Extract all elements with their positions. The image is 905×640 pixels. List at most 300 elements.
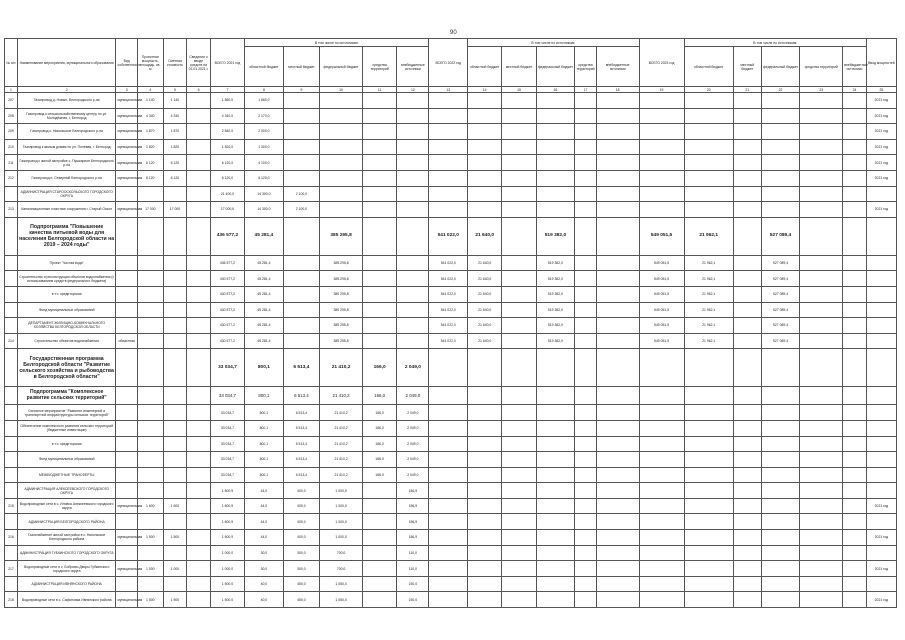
value-cell-c8: 44,0 <box>245 530 284 546</box>
value-cell-c5 <box>163 217 187 255</box>
value-cell-c6 <box>187 155 211 171</box>
column-number: 8 <box>245 87 284 93</box>
value-cell-c16 <box>536 452 575 468</box>
value-cell-c15 <box>502 217 536 255</box>
commission-year-cell <box>866 467 896 483</box>
value-cell-c9 <box>283 318 319 334</box>
value-cell-c11 <box>363 202 397 218</box>
row-name-cell: Канализационные очистные сооружения г. Старый Оскол <box>17 202 116 218</box>
value-cell-c11 <box>363 124 397 140</box>
value-cell-c18 <box>596 405 639 421</box>
value-cell-c19: 549 051,5 <box>639 302 684 318</box>
value-cell-c9 <box>283 93 319 109</box>
table-row <box>5 405 897 421</box>
table-row <box>5 420 897 436</box>
value-cell-c8: 44,0 <box>245 514 284 530</box>
ownership-cell <box>116 318 137 334</box>
value-cell-c12 <box>397 333 429 349</box>
value-cell-c11: 166,0 <box>363 387 397 405</box>
value-cell-c19 <box>639 576 684 592</box>
value-cell-c7: 6 120,0 <box>210 170 244 186</box>
value-cell-c9: 2 100,0 <box>283 186 319 202</box>
row-name-cell: АДМИНИСТРАЦИЯ ИВНЯНСКОГО РАЙОНА <box>17 576 116 592</box>
value-cell-c10 <box>320 139 363 155</box>
value-cell-c19 <box>639 498 684 514</box>
value-cell-c23 <box>800 467 843 483</box>
value-cell-c15 <box>502 271 536 287</box>
value-cell-c5 <box>163 255 187 271</box>
value-cell-c23 <box>800 420 843 436</box>
value-cell-c22 <box>761 436 800 452</box>
value-cell-c10: 21 410,2 <box>320 405 363 421</box>
value-cell-c14: 21 640,0 <box>468 271 502 287</box>
value-cell-c16 <box>536 124 575 140</box>
value-cell-c19 <box>639 186 684 202</box>
value-cell-c12: 2 049,0 <box>397 349 429 387</box>
row-name-cell: Газопровод к жилым домам по ул. Полевая, г. Белгород <box>17 139 116 155</box>
row-name-cell: Водопроводные сети в с. Бобровы Дворы Губкинского городского округа <box>17 561 116 577</box>
value-cell-c14 <box>468 561 502 577</box>
value-cell-c10: 21 410,2 <box>320 467 363 483</box>
value-cell-c8: 800,1 <box>245 387 284 405</box>
ownership-cell <box>116 349 137 387</box>
value-cell-c17 <box>575 186 596 202</box>
header-c21: местный бюджет <box>733 47 761 87</box>
table-row <box>5 349 897 387</box>
value-cell-c5 <box>163 186 187 202</box>
column-number: 17 <box>575 87 596 93</box>
value-cell-c20 <box>684 483 733 499</box>
value-cell-c10 <box>320 124 363 140</box>
column-number: 14 <box>468 87 502 93</box>
value-cell-c10: 1 050,0 <box>320 592 363 608</box>
table-row <box>5 108 897 124</box>
commission-year-cell: 2021 год <box>866 498 896 514</box>
value-cell-c10 <box>320 186 363 202</box>
value-cell-c14 <box>468 170 502 186</box>
value-cell-c8: 44,0 <box>245 483 284 499</box>
table-row <box>5 186 897 202</box>
value-cell-c4 <box>137 286 163 302</box>
value-cell-c19 <box>639 514 684 530</box>
value-cell-c4 <box>137 255 163 271</box>
value-cell-c6 <box>187 318 211 334</box>
value-cell-c17 <box>575 514 596 530</box>
value-cell-c19 <box>639 139 684 155</box>
value-cell-c8: 30,0 <box>245 561 284 577</box>
value-cell-c24 <box>843 255 867 271</box>
column-number: 22 <box>761 87 800 93</box>
value-cell-c15 <box>502 255 536 271</box>
value-cell-c17 <box>575 349 596 387</box>
header-group-2021: В том числе по источникам: <box>245 39 429 47</box>
value-cell-c4: 1 870 <box>137 124 163 140</box>
header-c10: федеральный бюджет <box>320 47 363 87</box>
value-cell-c14 <box>468 93 502 109</box>
table-row <box>5 202 897 218</box>
value-cell-c13: 541 022,0 <box>429 255 468 271</box>
row-name-cell: в т.ч. кредиторская <box>17 286 116 302</box>
value-cell-c5: 1 870 <box>163 124 187 140</box>
value-cell-c20 <box>684 576 733 592</box>
value-cell-c11: 166,0 <box>363 467 397 483</box>
value-cell-c18 <box>596 545 639 561</box>
value-cell-c17 <box>575 155 596 171</box>
value-cell-c17 <box>575 286 596 302</box>
value-cell-c6 <box>187 576 211 592</box>
value-cell-c21 <box>733 387 761 405</box>
value-cell-c15 <box>502 286 536 302</box>
value-cell-c17 <box>575 108 596 124</box>
value-cell-c7: 4 340,0 <box>210 108 244 124</box>
row-index-cell <box>5 467 18 483</box>
header-c1: № п/п <box>5 39 18 87</box>
value-cell-c18 <box>596 124 639 140</box>
value-cell-c16 <box>536 155 575 171</box>
value-cell-c6 <box>187 592 211 608</box>
value-cell-c8: 800,1 <box>245 405 284 421</box>
ownership-cell: муниципальная <box>116 498 137 514</box>
value-cell-c6 <box>187 514 211 530</box>
value-cell-c20 <box>684 561 733 577</box>
value-cell-c4 <box>137 302 163 318</box>
table-body <box>5 93 897 608</box>
value-cell-c13: 541 022,0 <box>429 217 468 255</box>
value-cell-c10: 21 410,2 <box>320 387 363 405</box>
commission-year-cell <box>866 452 896 468</box>
value-cell-c19: 549 051,5 <box>639 255 684 271</box>
ownership-cell <box>116 514 137 530</box>
row-index-cell: 208 <box>5 108 18 124</box>
value-cell-c24 <box>843 302 867 318</box>
value-cell-c21 <box>733 124 761 140</box>
value-cell-c16 <box>536 93 575 109</box>
value-cell-c16: 519 382,0 <box>536 217 575 255</box>
value-cell-c18 <box>596 318 639 334</box>
value-cell-c21 <box>733 155 761 171</box>
value-cell-c14 <box>468 186 502 202</box>
value-cell-c15 <box>502 452 536 468</box>
value-cell-c22 <box>761 186 800 202</box>
value-cell-c24 <box>843 545 867 561</box>
value-cell-c13 <box>429 514 468 530</box>
value-cell-c22 <box>761 576 800 592</box>
value-cell-c21 <box>733 302 761 318</box>
value-cell-c11 <box>363 286 397 302</box>
value-cell-c17 <box>575 217 596 255</box>
value-cell-c23 <box>800 217 843 255</box>
value-cell-c4: 4 340 <box>137 108 163 124</box>
value-cell-c20 <box>684 498 733 514</box>
value-cell-c9 <box>283 333 319 349</box>
value-cell-c18 <box>596 286 639 302</box>
ownership-cell: муниципальная <box>116 93 137 109</box>
row-name-cell: Газоснабжение жилой застройки в с. Никольское Белгородского района <box>17 530 116 546</box>
value-cell-c18 <box>596 217 639 255</box>
value-cell-c4 <box>137 545 163 561</box>
value-cell-c23 <box>800 124 843 140</box>
value-cell-c23 <box>800 436 843 452</box>
value-cell-c24 <box>843 467 867 483</box>
value-cell-c19 <box>639 452 684 468</box>
value-cell-c4 <box>137 514 163 530</box>
column-number: 12 <box>397 87 429 93</box>
value-cell-c12: 150,0 <box>397 592 429 608</box>
value-cell-c17 <box>575 139 596 155</box>
value-cell-c19 <box>639 124 684 140</box>
value-cell-c7: 430 577,2 <box>210 333 244 349</box>
value-cell-c15 <box>502 592 536 608</box>
value-cell-c12 <box>397 255 429 271</box>
value-cell-c12: 2 049,0 <box>397 387 429 405</box>
value-cell-c10: 385 295,8 <box>320 318 363 334</box>
value-cell-c8: 1 860,0 <box>245 93 284 109</box>
ownership-cell: областная <box>116 333 137 349</box>
row-name-cell: Подпрограмма "Комплексное развитие сельских территорий" <box>17 387 116 405</box>
row-index-cell <box>5 302 18 318</box>
value-cell-c15 <box>502 108 536 124</box>
value-cell-c14 <box>468 155 502 171</box>
value-cell-c22 <box>761 420 800 436</box>
value-cell-c6 <box>187 124 211 140</box>
value-cell-c5 <box>163 514 187 530</box>
value-cell-c22 <box>761 561 800 577</box>
value-cell-c7: 1 860,0 <box>210 93 244 109</box>
value-cell-c24 <box>843 286 867 302</box>
value-cell-c21 <box>733 561 761 577</box>
value-cell-c23 <box>800 514 843 530</box>
value-cell-c15 <box>502 467 536 483</box>
value-cell-c14 <box>468 349 502 387</box>
header-c11: средства территорий <box>363 47 397 87</box>
value-cell-c7: 1 500,0 <box>210 576 244 592</box>
value-cell-c4: 1 140 <box>137 93 163 109</box>
value-cell-c17 <box>575 545 596 561</box>
header-group-2023: В том числе по источникам: <box>684 39 866 47</box>
value-cell-c4: 6 120 <box>137 170 163 186</box>
value-cell-c19: 549 051,5 <box>639 318 684 334</box>
value-cell-c21 <box>733 217 761 255</box>
value-cell-c6 <box>187 302 211 318</box>
value-cell-c15 <box>502 93 536 109</box>
value-cell-c24 <box>843 561 867 577</box>
value-cell-c19 <box>639 545 684 561</box>
commission-year-cell <box>866 349 896 387</box>
value-cell-c16 <box>536 592 575 608</box>
value-cell-c5 <box>163 483 187 499</box>
value-cell-c4 <box>137 576 163 592</box>
value-cell-c22: 527 089,4 <box>761 286 800 302</box>
value-cell-c13 <box>429 420 468 436</box>
value-cell-c20: 21 962,1 <box>684 217 733 255</box>
header-c16: федеральный бюджет <box>536 47 575 87</box>
column-number: 2 <box>17 87 116 93</box>
value-cell-c9 <box>283 155 319 171</box>
value-cell-c13: 541 022,0 <box>429 302 468 318</box>
value-cell-c14 <box>468 405 502 421</box>
row-index-cell <box>5 186 18 202</box>
value-cell-c5 <box>163 318 187 334</box>
value-cell-c9: 450,0 <box>283 576 319 592</box>
value-cell-c18 <box>596 139 639 155</box>
value-cell-c18 <box>596 452 639 468</box>
value-cell-c24 <box>843 202 867 218</box>
value-cell-c14 <box>468 387 502 405</box>
value-cell-c7: 6 120,0 <box>210 155 244 171</box>
value-cell-c20 <box>684 436 733 452</box>
table-row <box>5 387 897 405</box>
row-index-cell <box>5 318 18 334</box>
value-cell-c24 <box>843 93 867 109</box>
value-cell-c17 <box>575 561 596 577</box>
value-cell-c16 <box>536 436 575 452</box>
value-cell-c14 <box>468 420 502 436</box>
value-cell-c4 <box>137 318 163 334</box>
table-row <box>5 561 897 577</box>
column-number: 19 <box>639 87 684 93</box>
commission-year-cell <box>866 405 896 421</box>
column-number: 23 <box>800 87 843 93</box>
row-index-cell: 210 <box>5 139 18 155</box>
value-cell-c18 <box>596 170 639 186</box>
commission-year-cell <box>866 286 896 302</box>
value-cell-c17 <box>575 170 596 186</box>
value-cell-c17 <box>575 498 596 514</box>
value-cell-c16 <box>536 483 575 499</box>
value-cell-c23 <box>800 483 843 499</box>
value-cell-c12: 110,0 <box>397 561 429 577</box>
value-cell-c21 <box>733 592 761 608</box>
value-cell-c24 <box>843 483 867 499</box>
value-cell-c7: 1 600,9 <box>210 483 244 499</box>
value-cell-c6 <box>187 530 211 546</box>
value-cell-c13 <box>429 387 468 405</box>
value-cell-c6 <box>187 170 211 186</box>
value-cell-c5: 1 500 <box>163 592 187 608</box>
value-cell-c22 <box>761 405 800 421</box>
value-cell-c13 <box>429 561 468 577</box>
header-c2: Наименование мероприятия, муниципального образования <box>17 39 116 87</box>
value-cell-c4 <box>137 186 163 202</box>
value-cell-c15 <box>502 186 536 202</box>
value-cell-c10: 385 295,8 <box>320 286 363 302</box>
row-index-cell <box>5 420 18 436</box>
row-index-cell: 215 <box>5 498 18 514</box>
value-cell-c23 <box>800 576 843 592</box>
value-cell-c20 <box>684 592 733 608</box>
value-cell-c8: 40,0 <box>245 576 284 592</box>
header-c8: областной бюджет <box>245 47 284 87</box>
value-cell-c19 <box>639 436 684 452</box>
value-cell-c8: 45 281,4 <box>245 271 284 287</box>
value-cell-c15 <box>502 420 536 436</box>
ownership-cell <box>116 545 137 561</box>
value-cell-c9 <box>283 170 319 186</box>
column-number: 18 <box>596 87 639 93</box>
value-cell-c10 <box>320 155 363 171</box>
ownership-cell <box>116 271 137 287</box>
header-c6: Сведения о вводе средств на 01.01.2021 г. <box>187 39 211 87</box>
value-cell-c16 <box>536 387 575 405</box>
value-cell-c6 <box>187 387 211 405</box>
value-cell-c5 <box>163 436 187 452</box>
ownership-cell <box>116 186 137 202</box>
value-cell-c12: 156,9 <box>397 483 429 499</box>
value-cell-c24 <box>843 271 867 287</box>
value-cell-c11 <box>363 93 397 109</box>
column-number: 6 <box>187 87 211 93</box>
table-row <box>5 530 897 546</box>
row-name-cell: в т.ч. кредиторская <box>17 436 116 452</box>
value-cell-c10 <box>320 93 363 109</box>
value-cell-c11 <box>363 483 397 499</box>
value-cell-c15 <box>502 498 536 514</box>
value-cell-c8: 44,0 <box>245 498 284 514</box>
value-cell-c22: 527 089,4 <box>761 302 800 318</box>
value-cell-c13: 541 022,0 <box>429 318 468 334</box>
value-cell-c14 <box>468 124 502 140</box>
value-cell-c13: 541 022,0 <box>429 271 468 287</box>
value-cell-c24 <box>843 318 867 334</box>
value-cell-c6 <box>187 452 211 468</box>
value-cell-c8: 45 281,4 <box>245 302 284 318</box>
row-index-cell <box>5 436 18 452</box>
table-row <box>5 576 897 592</box>
value-cell-c4 <box>137 333 163 349</box>
value-cell-c14 <box>468 436 502 452</box>
value-cell-c21 <box>733 483 761 499</box>
value-cell-c11 <box>363 271 397 287</box>
value-cell-c6 <box>187 561 211 577</box>
table-row <box>5 514 897 530</box>
page-number: 90 <box>450 30 457 36</box>
value-cell-c20 <box>684 202 733 218</box>
value-cell-c7: 33 034,7 <box>210 467 244 483</box>
value-cell-c7: 436 577,2 <box>210 217 244 255</box>
commission-year-cell: 2021 год <box>866 170 896 186</box>
value-cell-c6 <box>187 349 211 387</box>
value-cell-c10: 21 410,2 <box>320 436 363 452</box>
value-cell-c4: 6 120 <box>137 155 163 171</box>
value-cell-c11 <box>363 170 397 186</box>
value-cell-c6 <box>187 436 211 452</box>
value-cell-c11: 166,0 <box>363 420 397 436</box>
value-cell-c16 <box>536 170 575 186</box>
value-cell-c18 <box>596 155 639 171</box>
investment-table <box>4 38 897 608</box>
value-cell-c16 <box>536 530 575 546</box>
value-cell-c13 <box>429 124 468 140</box>
value-cell-c20: 21 962,1 <box>684 333 733 349</box>
commission-year-cell: 2021 год <box>866 592 896 608</box>
value-cell-c22 <box>761 452 800 468</box>
row-name-cell: АДМИНИСТРАЦИЯ СТАРООСКОЛЬСКОГО ГОРОДСКОГО ОКРУГА <box>17 186 116 202</box>
value-cell-c16 <box>536 405 575 421</box>
value-cell-c22 <box>761 93 800 109</box>
value-cell-c23 <box>800 155 843 171</box>
table-row <box>5 139 897 155</box>
value-cell-c10: 700,0 <box>320 561 363 577</box>
value-cell-c15 <box>502 530 536 546</box>
value-cell-c7: 1 600,9 <box>210 514 244 530</box>
value-cell-c18 <box>596 387 639 405</box>
value-cell-c24 <box>843 420 867 436</box>
value-cell-c20: 21 962,1 <box>684 302 733 318</box>
value-cell-c10: 1 000,0 <box>320 530 363 546</box>
value-cell-c17 <box>575 405 596 421</box>
header-c9: местный бюджет <box>283 47 319 87</box>
value-cell-c12 <box>397 108 429 124</box>
